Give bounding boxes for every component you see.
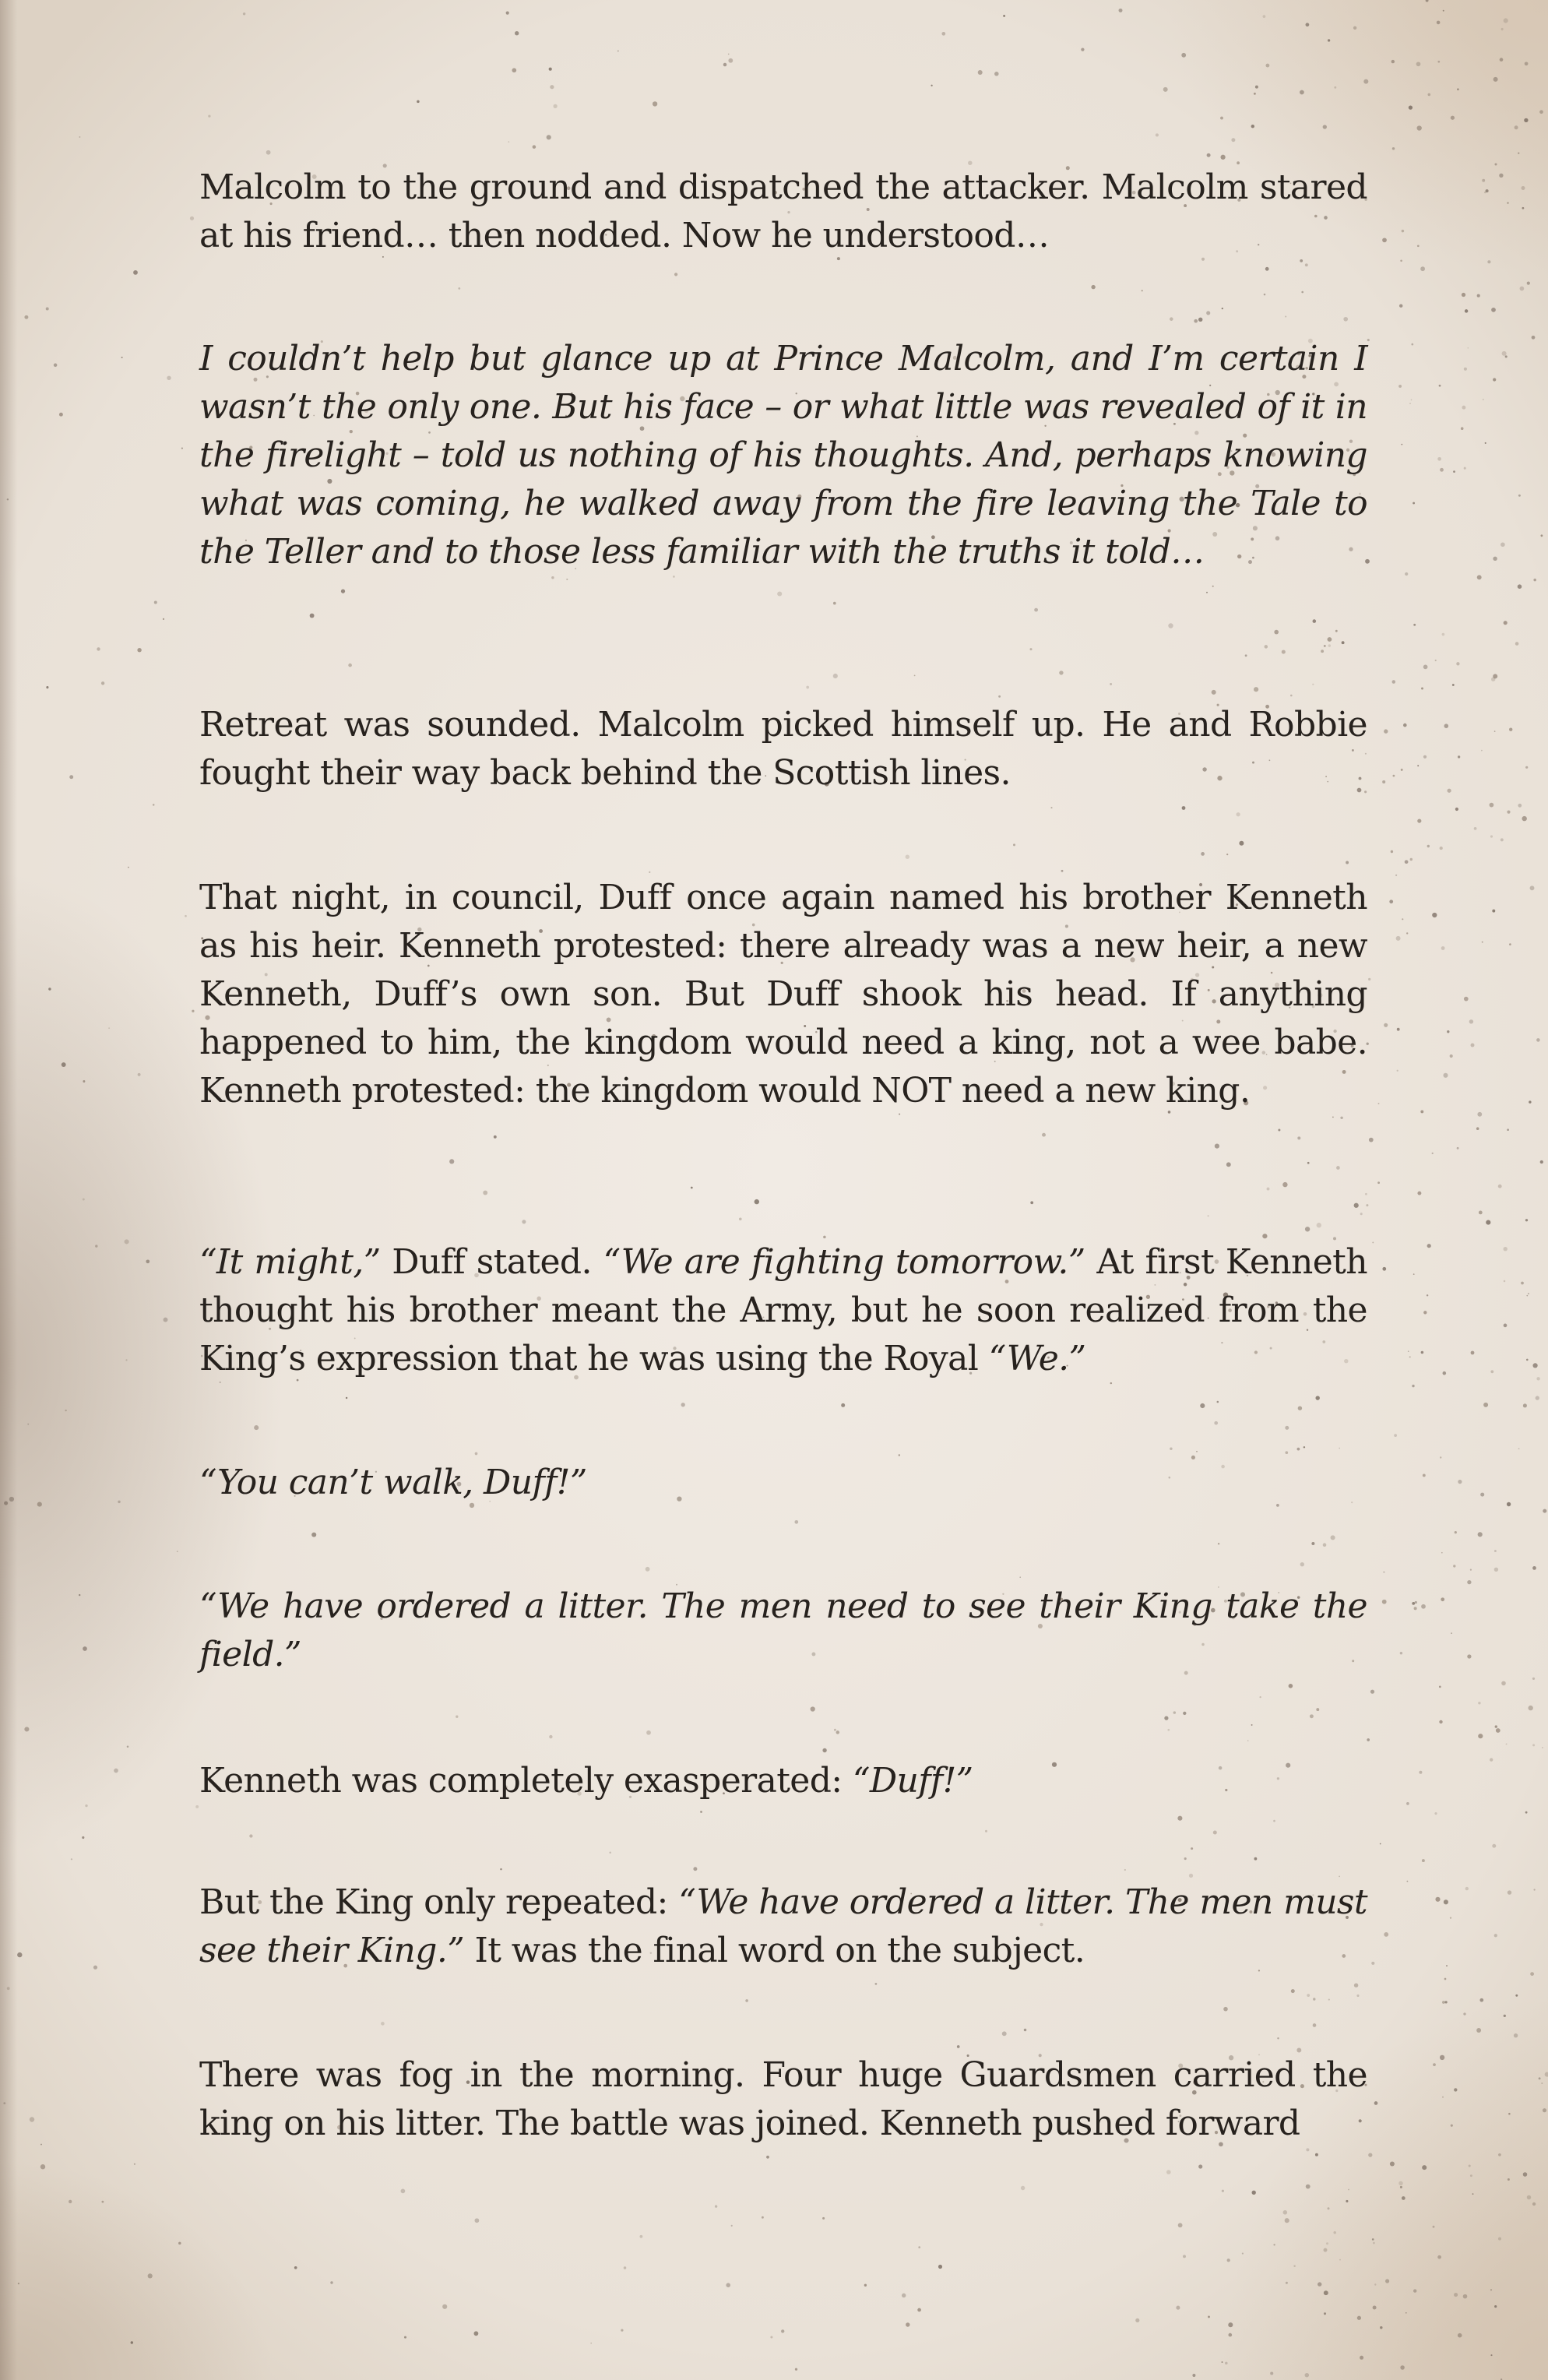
paragraph-10	[199, 2051, 1367, 2148]
text-run: Duff stated.	[380, 1242, 603, 1282]
paragraph-9	[199, 1878, 1367, 1975]
text-run: That night, in council, Duff once again named his brother Kenneth as his heir. Kenneth protested: there already was a new heir, a new Kenneth, Duff’s own son. But Duff shook his head. If anything happened to him, the kingdom would need a king, not a wee babe. Kenneth protested: the kingdom would NOT need a new king.	[199, 878, 1367, 1111]
paragraph-8	[199, 1757, 1367, 1805]
text-run: “Duff!”	[852, 1761, 973, 1801]
text-run: “We are fighting tomorrow.”	[603, 1242, 1085, 1282]
paragraph-6-dialogue	[199, 1459, 1367, 1507]
text-run: At first Kenneth thought his brother meant the Army, but he soon realized from the King’s expression that he was using the Royal	[199, 1242, 1367, 1378]
text-run: Malcolm to the ground and dispatched the attacker. Malcolm stared at his friend… then nodded. Now he understood…	[199, 167, 1367, 255]
paragraph-2-italic-aside	[199, 335, 1367, 576]
text-run: Kenneth was completely exasperated:	[199, 1761, 853, 1801]
paragraph-3	[199, 701, 1367, 797]
paragraph-5	[199, 1238, 1367, 1383]
text-run: “We have ordered a litter. The men need to see their King take the field.”	[199, 1586, 1367, 1674]
paragraph-1	[199, 164, 1367, 260]
text-run: “We have ordered a litter. The men must see their King.”	[199, 1882, 1367, 1970]
text-run: “You can’t walk, Duff!”	[199, 1463, 587, 1502]
text-run: “It might,”	[199, 1242, 381, 1282]
text-run: There was fog in the morning. Four huge Guardsmen carried the king on his litter. The battle was joined. Kenneth pushed forward	[199, 2055, 1367, 2143]
text-run: It was the final word on the subject.	[464, 1931, 1085, 1970]
paragraph-4	[199, 874, 1367, 1115]
paragraph-7-dialogue	[199, 1583, 1367, 1679]
text-run: I couldn’t help but glance up at Prince Malcolm, and I’m certain I wasn’t the only one. But his face – or what little was revealed of it in the firelight – told us nothing of his thoughts. And, perhaps knowing what was coming, he walked away from the fire leaving the Tale to the Teller and to those less familiar with the truths it told…	[199, 339, 1367, 572]
text-run: “We.”	[988, 1339, 1086, 1378]
text-run: Retreat was sounded. Malcolm picked himself up. He and Robbie fought their way back behind the Scottish lines.	[199, 705, 1367, 793]
text-run: But the King only repeated:	[199, 1882, 679, 1922]
